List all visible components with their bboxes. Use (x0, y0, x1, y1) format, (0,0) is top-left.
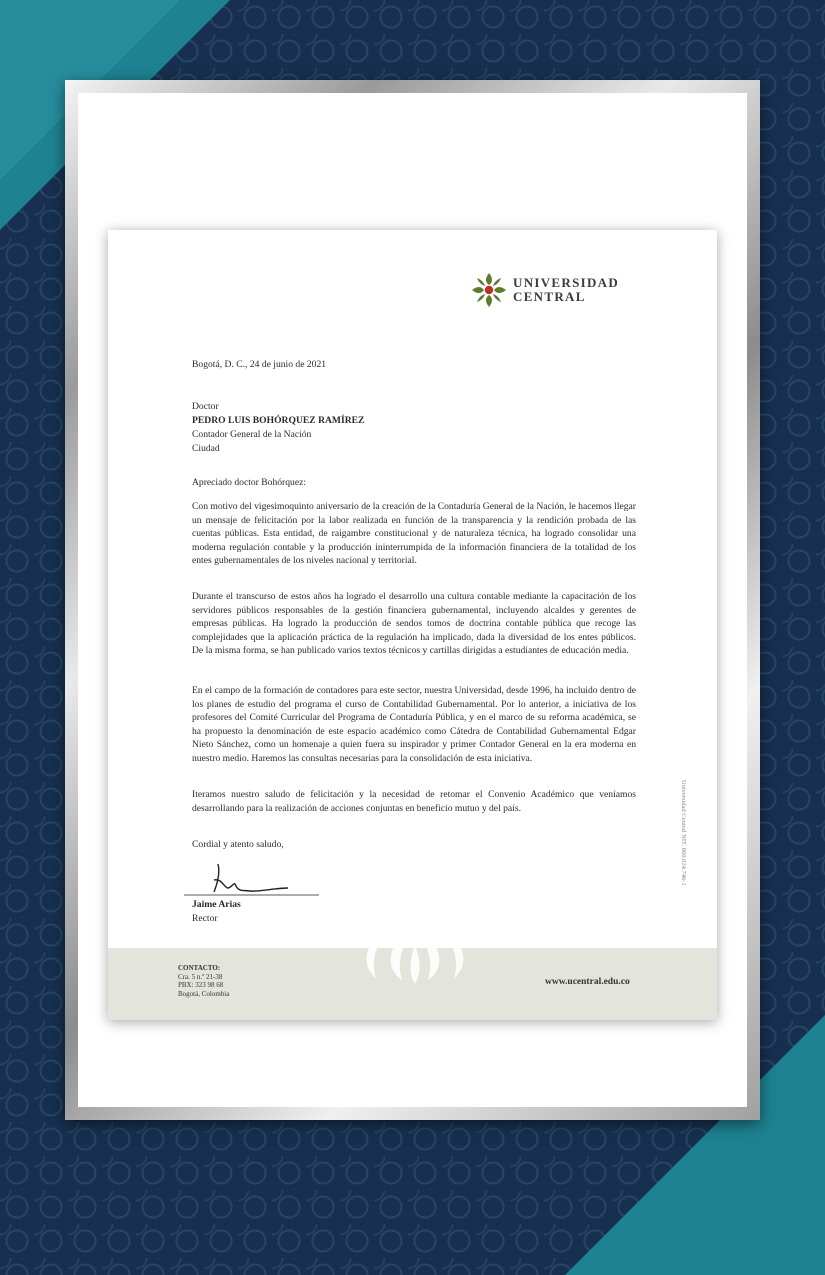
contact-title: CONTACTO: (178, 964, 221, 972)
contact-city: Bogotá, Colombia (178, 989, 230, 998)
paragraph-4: Iteramos nuestro saludo de felicitación y la necesidad de retomar el Convenio Académico que veníamos desarrollando para la realización de acciones conjuntas en beneficio mutuo y del país. (192, 789, 636, 814)
logo-line-1: UNIVERSIDAD (513, 275, 620, 290)
letter-date: Bogotá, D. C., 24 de junio de 2021 (192, 359, 327, 370)
contact-address: Cra. 5 n.º 21-38 (178, 972, 223, 981)
recipient-name: PEDRO LUIS BOHÓRQUEZ RAMÍREZ (192, 415, 365, 426)
side-nit-text: Universidad Central NIT. 860.024.746-1 (680, 780, 687, 886)
logo-line-2: CENTRAL (513, 289, 586, 304)
signer-name: Jaime Arias (192, 899, 241, 910)
letter-page (108, 230, 717, 1020)
footer-contact (178, 964, 229, 998)
university-logo (471, 270, 651, 312)
paragraph-1: Con motivo del vigesimoquinto aniversario de la creación de la Contaduría General de la Nación, le hacemos llegar un mensaje de felicitación por la labor realizada en función de la transparencia y la rendición probada de las cuentas públicas. Esta entidad, de raigambre constitucional y de naturaleza técnica, ha logrado consolidar una moderna regulación contable y la producción ininterrumpida de la información financiera de la totalidad de los entes gubernamentales de los niveles nacional y territorial. (192, 501, 636, 566)
signer-role: Rector (192, 913, 218, 924)
logo-wordmark (513, 276, 619, 304)
contact-phone: PBX: 323 98 68 (178, 981, 224, 990)
recipient-title: Doctor (192, 401, 219, 412)
footer-ornament-icon (350, 946, 480, 984)
closing: Cordial y atento saludo, (192, 839, 284, 850)
salutation: Apreciado doctor Bohórquez: (192, 477, 307, 488)
recipient-position: Contador General de la Nación (192, 429, 312, 440)
logo-emblem-icon (471, 272, 507, 308)
recipient-city: Ciudad (192, 443, 220, 454)
footer-website-link[interactable]: www.ucentral.edu.co (545, 977, 630, 987)
paragraph-2: Durante el transcurso de estos años ha logrado el desarrollo una cultura contable mediante la capacitación de los servidores públicos responsables de la gestión financiera gubernamental, incluyendo alcaldes y gerentes de empresas públicas. Ha logrado la producción de sendos tomos de doctrina contable pública que recoge las complejidades que la aplicación práctica de la regulación ha implicado, dada la diversidad de los entes públicos. De la misma forma, se han publicado varios textos técnicos y cartillas dirigidas a estudiantes de educación media. (192, 591, 636, 656)
paragraph-3: En el campo de la formación de contadores para este sector, nuestra Universidad, desde 1996, ha incluido dentro de los planes de estudio del programa el curso de Contabilidad Gubernamental. Por lo anterior, a iniciativa de los profesores del Comité Curricular del Programa de Contaduría Pública, y en el marco de su reforma académica, se ha propuesto la denominación de este espacio académico como Cátedra de Contabilidad Gubernamental Edgar Nieto Sánchez, como un homenaje a quien fuera su inspirador y primer Contador General en la era moderna en nuestro medio. Haremos las consultas necesarias para la consolidación de esta iniciativa. (192, 685, 636, 764)
handwritten-signature (184, 858, 319, 900)
